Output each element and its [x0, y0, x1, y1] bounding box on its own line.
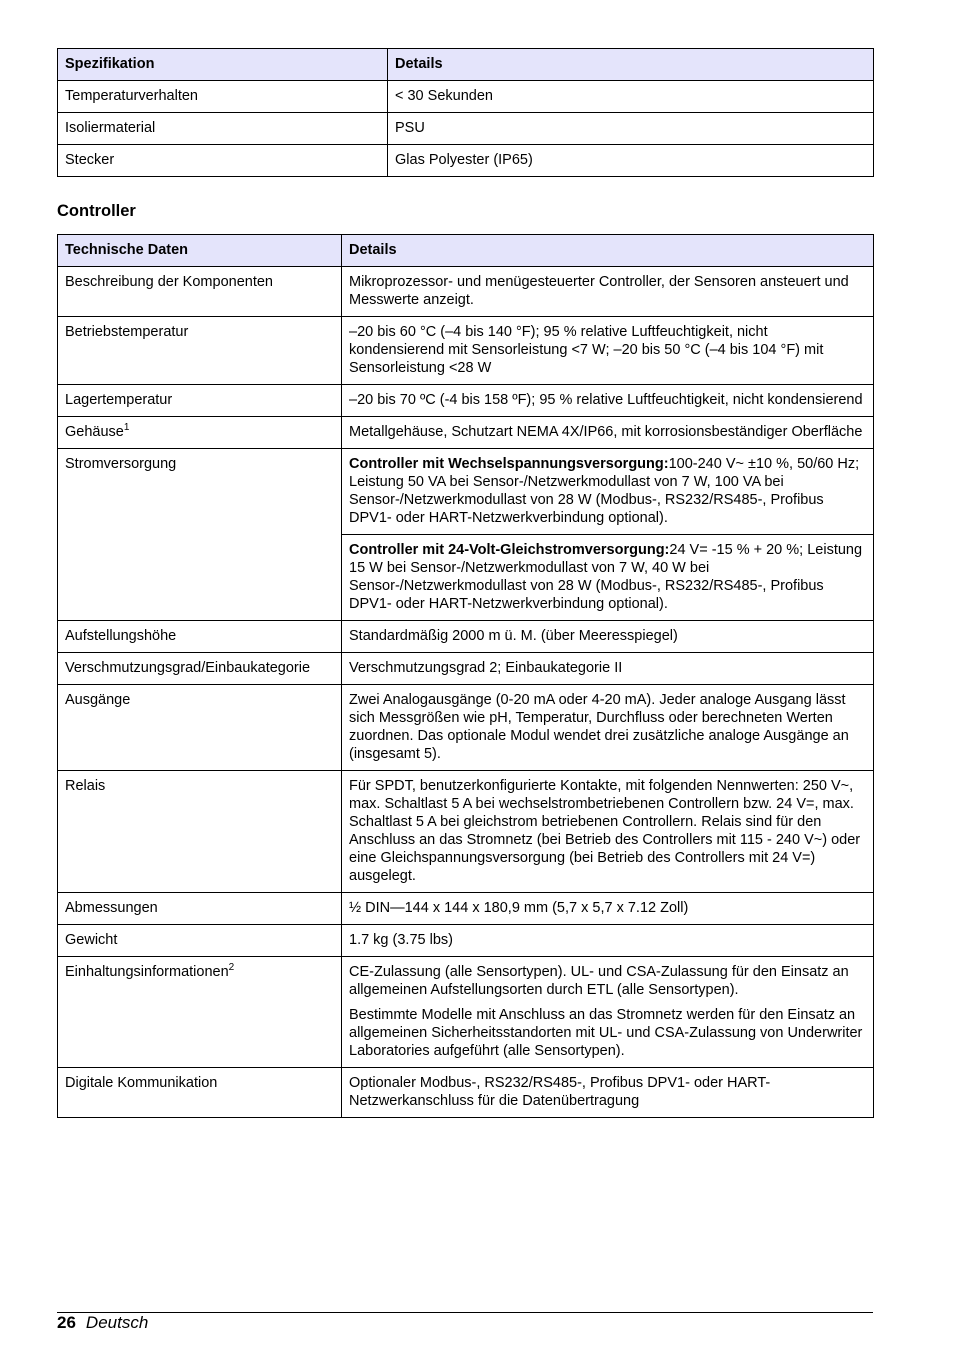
table-row — [58, 685, 874, 771]
spec-value: Zwei Analogausgänge (0-20 mA oder 4-20 mA). Jeder analoge Ausgang lässt sich Messgrößen wie pH, Temperatur, Durchfluss oder berechneten Werten zuordnen. Das optionale Modul wendet drei zusätzliche analoge Ausgänge an (insgesamt 5). — [342, 685, 874, 771]
spec-value: –20 bis 70 ºC (-4 bis 158 ºF); 95 % relative Luftfeuchtigkeit, nicht kondensierend — [342, 385, 874, 417]
spec-label: Temperaturverhalten — [58, 81, 388, 113]
table-row — [58, 317, 874, 385]
spec-value — [342, 449, 874, 535]
spec-value: Verschmutzungsgrad 2; Einbaukategorie II — [342, 653, 874, 685]
spec-label: Betriebstemperatur — [58, 317, 342, 385]
footnote-marker: 1 — [123, 422, 130, 434]
specification-table — [57, 48, 874, 177]
spec-label — [58, 417, 342, 449]
table-row — [58, 893, 874, 925]
section-heading-controller: Controller — [57, 202, 136, 220]
spec-value: Optionaler Modbus-, RS232/RS485-, Profibus DPV1- oder HART-Netzwerkanschluss für die Datenübertragung — [342, 1068, 874, 1118]
spec-value: PSU — [388, 113, 874, 145]
spec-value: < 30 Sekunden — [388, 81, 874, 113]
spec-value: ½ DIN—144 x 144 x 180,9 mm (5,7 x 5,7 x 7.12 Zoll) — [342, 893, 874, 925]
spec-value: –20 bis 60 °C (–4 bis 140 °F); 95 % relative Luftfeuchtigkeit, nicht kondensierend mit Sensorleistung <7 W; –20 bis 50 °C (–4 bis 104 °F) mit Sensorleistung <28 W — [342, 317, 874, 385]
page-number: 26 — [57, 1313, 76, 1332]
spec-label: Stecker — [58, 145, 388, 177]
spec-value — [342, 957, 874, 1068]
table-row — [58, 113, 874, 145]
page-language: Deutsch — [85, 1313, 149, 1332]
spec-value — [342, 535, 874, 621]
spec-label: Gewicht — [58, 925, 342, 957]
table-row — [58, 1068, 874, 1118]
page-footer — [57, 1313, 148, 1333]
spec-label: Ausgänge — [58, 685, 342, 771]
spec-label: Stromversorgung — [58, 449, 342, 621]
table-row — [58, 81, 874, 113]
table-row — [58, 449, 874, 535]
spec-value: 1.7 kg (3.75 lbs) — [342, 925, 874, 957]
spec-label — [58, 957, 342, 1068]
table-row — [58, 145, 874, 177]
spec-value: Metallgehäuse, Schutzart NEMA 4X/IP66, mit korrosionsbeständiger Oberfläche — [342, 417, 874, 449]
spec-label: Lagertemperatur — [58, 385, 342, 417]
table-header-row — [58, 49, 874, 81]
table-row — [58, 925, 874, 957]
spec-label: Digitale Kommunikation — [58, 1068, 342, 1118]
spec-label: Abmessungen — [58, 893, 342, 925]
spec-value: Für SPDT, benutzerkonfigurierte Kontakte, mit folgenden Nennwerten: 250 V~, max. Schaltlast 5 A bei wechselstrombetriebenen Controllern bzw. 24 V=, max. Schaltlast 5 A bei gleichstrom betriebenen Controllern. Relais sind für den Anschluss an das Stromnetz (bei Betrieb des Controllers mit 115 - 240 V~) oder eine Gleichspannungsversorgung (bei Betrieb des Controllers mit 24 V=) ausgelegt. — [342, 771, 874, 893]
spec-label: Relais — [58, 771, 342, 893]
controller-table — [57, 234, 874, 1118]
table-header-row — [58, 235, 874, 267]
spec-value: Standardmäßig 2000 m ü. M. (über Meeresspiegel) — [342, 621, 874, 653]
spec-label: Aufstellungshöhe — [58, 621, 342, 653]
column-header: Details — [342, 235, 874, 267]
compliance-paragraph-1: CE-Zulassung (alle Sensortypen). UL- und CSA-Zulassung für den Einsatz an allgemeinen Aufstellungsorten durch ETL (alle Sensortypen). — [349, 964, 849, 998]
spec-value: Mikroprozessor- und menügesteuerter Controller, der Sensoren ansteuert und Messwerte anzeigt. — [342, 267, 874, 317]
column-header: Details — [388, 49, 874, 81]
table-row — [58, 957, 874, 1068]
ac-supply-text: 100-240 V~ ±10 %, 50/60 Hz; Leistung 50 VA bei Sensor-/Netzwerkmodullast von 7 W, 100 VA bei Sensor-/Netzwerkmodullast von 28 W (Modbus-, RS232/RS485-, Profibus DPV1- oder HART-Netzwerkverbindung optional). — [349, 456, 860, 526]
spec-label: Beschreibung der Komponenten — [58, 267, 342, 317]
table-row — [58, 621, 874, 653]
footnote-marker: 2 — [228, 962, 235, 974]
table-row — [58, 653, 874, 685]
label-text: Einhaltungsinformationen — [65, 964, 229, 980]
table-row — [58, 267, 874, 317]
footer-divider — [57, 1312, 873, 1313]
label-text: Gehäuse — [65, 424, 124, 440]
column-header: Spezifikation — [58, 49, 388, 81]
spec-label: Isoliermaterial — [58, 113, 388, 145]
column-header: Technische Daten — [58, 235, 342, 267]
dc-supply-text: 24 V= -15 % + 20 %; Leistung 15 W bei Sensor-/Netzwerkmodullast von 7 W, 40 W bei Sensor-/Netzwerkmodullast von 28 W (Modbus-, RS232/RS485-, Profibus DPV1- oder HART-Netzwerkverbindung optional). — [349, 542, 863, 612]
compliance-paragraph-2: Bestimmte Modelle mit Anschluss an das Stromnetz werden für den Einsatz an allgemeinen Sicherheitsstandorten mit UL- und CSA-Zulassung von Underwriter Laboratories aufgeführt (alle Sensortypen). — [349, 1007, 863, 1059]
spec-value: Glas Polyester (IP65) — [388, 145, 874, 177]
table-row — [58, 385, 874, 417]
dc-supply-lead: Controller mit 24-Volt-Gleichstromversorgung: — [349, 542, 670, 558]
spec-label: Verschmutzungsgrad/Einbaukategorie — [58, 653, 342, 685]
table-row — [58, 771, 874, 893]
ac-supply-lead: Controller mit Wechselspannungsversorgung: — [349, 456, 669, 472]
table-row — [58, 417, 874, 449]
